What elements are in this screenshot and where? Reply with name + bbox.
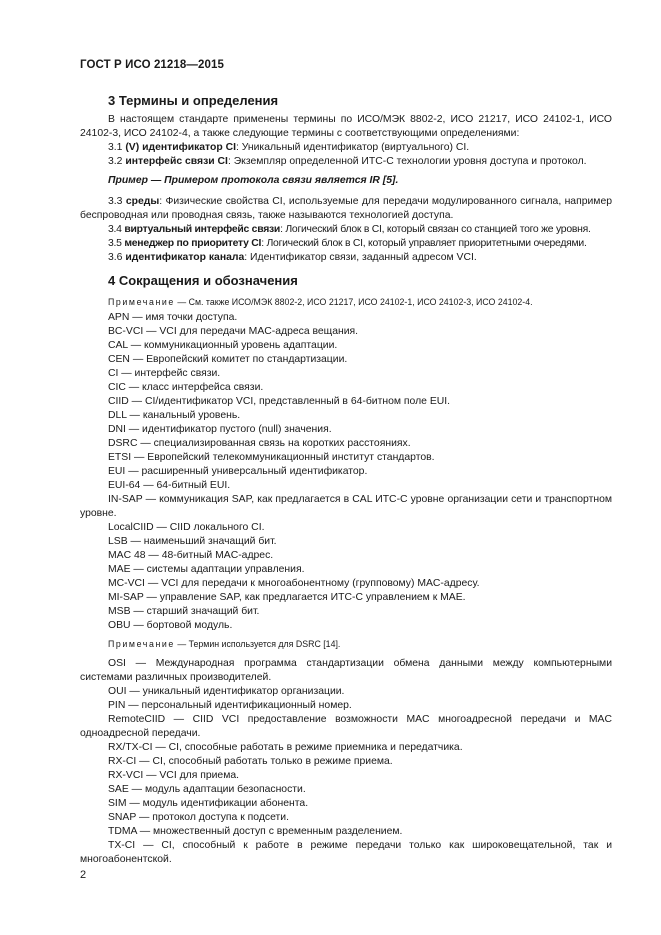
note-2 (108, 639, 340, 649)
abbrev-item-remoteciid: RemoteCIID — CIID VCI предоставление возможности MAC многоадресной передачи и MAC одноадресной передачи. (80, 714, 612, 740)
term-number: 3.3 (108, 196, 123, 207)
abbrev-item: MC-VCI — VCI для передачи к многоабонентному (групповому) MAC-адресу. (108, 578, 480, 589)
document-header: ГОСТ Р ИСО 21218—2015 (80, 59, 225, 71)
term-definition: : Идентификатор связи, заданный адресом VCI. (244, 252, 477, 263)
abbrev-item: MAC 48 — 48-битный MAC-адрес. (108, 550, 274, 561)
term-title: интерфейс связи CI (125, 156, 228, 167)
abbrev-item: APN — имя точки доступа. (108, 312, 238, 323)
abbrev-item: DLL — канальный уровень. (108, 410, 241, 421)
abbrev-item: OUI — уникальный идентификатор организации. (108, 686, 345, 697)
term-definition: : Уникальный идентификатор (виртуального) CI. (235, 142, 470, 153)
term-3-2 (108, 155, 587, 169)
term-definition: : Экземпляр определенной ИТС-С технологии уровня доступа и протокол. (227, 156, 587, 167)
abbrev-item-tx-ci: TX-CI — CI, способный к работе в режиме передачи только как широковещательной, так и многоабонентской. (80, 840, 612, 866)
term-3-5 (108, 237, 587, 251)
term-number: 3.4 (108, 224, 122, 235)
term-number: 3.6 (108, 252, 123, 263)
abbrev-item: SNAP — протокол доступа к подсети. (108, 812, 289, 823)
term-number: 3.2 (108, 156, 123, 167)
term-3-3 (80, 195, 612, 223)
abbrev-item: MSB — старший значащий бит. (108, 606, 260, 617)
abbrev-item-in-sap: IN-SAP — коммуникация SAP, как предлагается в CAL ИТС-С уровне организации сети и транспортном уровне. (80, 494, 612, 520)
term-title: (V) идентификатор CI (125, 142, 236, 153)
page-number: 2 (80, 869, 87, 881)
abbrev-item: CAL — коммуникационный уровень адаптации. (108, 340, 338, 351)
term-title: среды (125, 196, 160, 207)
note-text: — Термин используется для DSRC [14]. (174, 639, 341, 649)
abbrev-item: OBU — бортовой модуль. (108, 620, 233, 631)
abbrev-item: RX/TX-CI — CI, способные работать в режиме приемника и передатчика. (108, 742, 463, 753)
note-label: Примечание (108, 639, 175, 649)
abbrev-item: CIID — CI/идентификатор VCI, представленный в 64-битном поле EUI. (108, 396, 451, 407)
section-3-intro: В настоящем стандарте применены термины по ИСО/МЭК 8802-2, ИСО 21217, ИСО 24102-1, ИСО 24102-3, ИСО 24102-4, а также следующие термины с соответствующими определениями: (80, 114, 612, 140)
abbrev-item: RX-VCI — VCI для приема. (108, 770, 240, 781)
abbrev-item: LocalCIID — CIID локального CI. (108, 522, 265, 533)
term-number: 3.5 (108, 238, 122, 249)
abbrev-item: CIC — класс интерфейса связи. (108, 382, 264, 393)
section-3-heading: 3 Термины и определения (108, 93, 279, 108)
term-number: 3.1 (108, 142, 123, 153)
abbrev-item: PIN — персональный идентификационный номер. (108, 700, 352, 711)
abbrev-item: LSB — наименьший значащий бит. (108, 536, 277, 547)
term-title: виртуальный интерфейс связи (124, 224, 281, 235)
term-definition: : Физические свойства CI, используемые для передачи модулированного сигнала, например беспроводная или проводная связь, также называются технологией доступа. (80, 196, 612, 222)
section-4-heading: 4 Сокращения и обозначения (108, 273, 298, 288)
abbrev-item: SIM — модуль идентификации абонента. (108, 798, 309, 809)
abbrev-item: MAE — системы адаптации управления. (108, 564, 305, 575)
abbrev-item: ETSI — Европейский телекоммуникационный институт стандартов. (108, 452, 435, 463)
abbrev-item: RX-CI — CI, способный работать только в режиме приема. (108, 756, 393, 767)
term-definition: : Логический блок в CI, который связан со станцией того же уровня. (280, 224, 591, 235)
term-3-6 (108, 251, 477, 265)
term-3-4 (108, 223, 591, 237)
abbrev-item: DNI — идентификатор пустого (null) значения. (108, 424, 332, 435)
example-note: Пример — Примером протокола связи является IR [5]. (108, 175, 399, 186)
term-definition: : Логический блок в CI, который управляет приоритетными очередями. (261, 238, 587, 249)
abbrev-item: CEN — Европейский комитет по стандартизации. (108, 354, 348, 365)
abbrev-item: CI — интерфейс связи. (108, 368, 221, 379)
term-title: менеджер по приоритету CI (124, 238, 262, 249)
note-label: Примечание (108, 297, 175, 307)
abbrev-item-osi: OSI — Международная программа стандартизации обмена данными между компьютерными системами различных производителей. (80, 658, 612, 684)
term-title: идентификатор канала (125, 252, 245, 263)
abbrev-item: BC-VCI — VCI для передачи MAC-адреса вещания. (108, 326, 359, 337)
abbrev-item: EUI-64 — 64-битный EUI. (108, 480, 231, 491)
abbrev-item: TDMA — множественный доступ с временным разделением. (108, 826, 403, 837)
term-3-1 (108, 141, 469, 155)
note-1 (108, 297, 533, 307)
note-text: — См. также ИСО/МЭК 8802-2, ИСО 21217, ИСО 24102-1, ИСО 24102-3, ИСО 24102-4. (174, 297, 533, 307)
abbrev-item: DSRC — специализированная связь на коротких расстояниях. (108, 438, 411, 449)
abbrev-item: EUI — расширенный универсальный идентификатор. (108, 466, 368, 477)
abbrev-item: SAE — модуль адаптации безопасности. (108, 784, 306, 795)
abbrev-item: MI-SAP — управление SAP, как предлагается ИТС-С управлением к MAE. (108, 592, 466, 603)
